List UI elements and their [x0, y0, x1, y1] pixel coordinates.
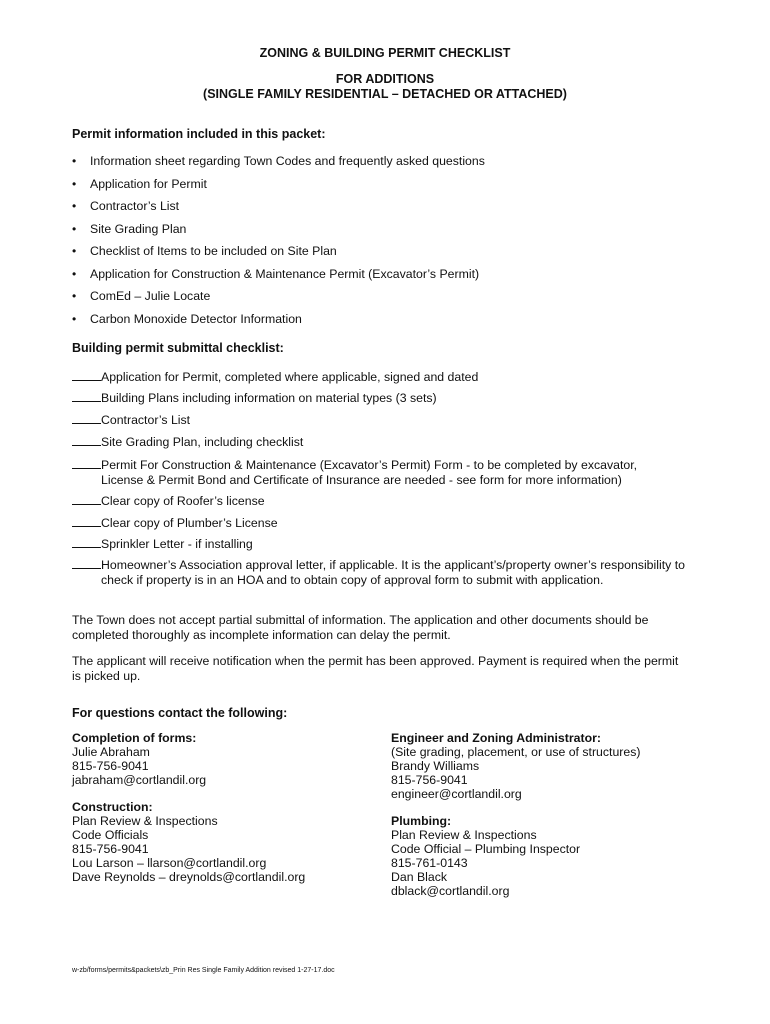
checklist-heading: Building permit submittal checklist:: [72, 341, 284, 355]
list-item: • Checklist of Items to be included on Site Plan: [72, 244, 485, 267]
contact-person[interactable]: Lou Larson – llarson@cortlandil.org: [72, 856, 267, 870]
contact-person[interactable]: Dave Reynolds – dreynolds@cortlandil.org: [72, 870, 306, 884]
notification-note: The applicant will receive notification when the permit has been approved. Payment is required when the permit is picked up.: [72, 654, 679, 683]
contact-email[interactable]: jabraham@cortlandil.org: [72, 773, 207, 787]
checklist-item: Application for Permit, completed where applicable, signed and dated: [72, 369, 712, 385]
contact-email[interactable]: dblack@cortlandil.org: [391, 884, 510, 898]
partial-submittal-note: The Town does not accept partial submittal of information. The application and other documents should be completed thoroughly as incomplete information can delay the permit.: [72, 613, 649, 642]
list-item: • Contractor’s List: [72, 199, 485, 222]
checkbox-blank-line[interactable]: [72, 493, 101, 505]
contact-engineer: Engineer and Zoning Administrator: (Site grading, placement, or use of structures) Brandy Williams 815-756-9041 engineer@cortlandil.org: [391, 731, 641, 801]
contact-label: Plumbing:: [391, 814, 452, 828]
contact-phone: 815-756-9041: [72, 759, 149, 773]
checkbox-blank-line[interactable]: [72, 434, 101, 446]
contact-phone: 815-756-9041: [391, 773, 468, 787]
checklist-item: Building Plans including information on material types (3 sets): [72, 390, 712, 406]
list-item: • Information sheet regarding Town Codes and frequently asked questions: [72, 154, 485, 177]
contact-name: Julie Abraham: [72, 745, 150, 759]
checklist-item: Permit For Construction & Maintenance (Excavator’s Permit) Form - to be completed by excavator, License & Permit Bond and Certificate of Insurance are needed - see form for more information): [72, 457, 712, 488]
checkbox-blank-line[interactable]: [72, 412, 101, 424]
checklist-item: Contractor’s List: [72, 412, 712, 428]
checkbox-blank-line[interactable]: [72, 369, 101, 381]
contact-plumbing: Plumbing: Plan Review & Inspections Code Official – Plumbing Inspector 815-761-0143 Dan Black dblack@cortlandil.org: [391, 814, 581, 898]
checkbox-blank-line[interactable]: [72, 390, 101, 402]
checklist-item: Site Grading Plan, including checklist: [72, 434, 712, 450]
contacts-heading: For questions contact the following:: [72, 706, 288, 720]
file-path-footer: w-zb/forms/permits&packets\zb_Prin Res Single Family Addition revised 1-27-17.doc: [72, 967, 335, 974]
checkbox-blank-line[interactable]: [72, 457, 101, 469]
packet-heading: Permit information included in this packet:: [72, 127, 326, 141]
checkbox-blank-line[interactable]: [72, 557, 101, 569]
checklist-item: Clear copy of Plumber’s License: [72, 515, 712, 531]
contact-phone: 815-756-9041: [72, 842, 149, 856]
contact-label: Engineer and Zoning Administrator:: [391, 731, 601, 745]
contact-forms: [72, 731, 206, 787]
checkbox-blank-line[interactable]: [72, 515, 101, 527]
subtitle-line-2: (SINGLE FAMILY RESIDENTIAL – DETACHED OR ATTACHED): [203, 87, 567, 101]
list-item: • ComEd – Julie Locate: [72, 289, 485, 312]
contact-name: Dan Black: [391, 870, 448, 884]
contact-name: Brandy Williams: [391, 759, 480, 773]
subtitle-line-1: FOR ADDITIONS: [335, 72, 435, 86]
contact-phone: 815-761-0143: [391, 856, 468, 870]
packet-list: [72, 154, 485, 334]
contact-label: Completion of forms:: [72, 731, 197, 745]
list-item: • Application for Construction & Maintenance Permit (Excavator’s Permit): [72, 267, 485, 290]
document-title: ZONING & BUILDING PERMIT CHECKLIST: [259, 46, 511, 60]
list-item: • Site Grading Plan: [72, 222, 485, 245]
checklist-item: Sprinkler Letter - if installing: [72, 536, 712, 552]
checkbox-blank-line[interactable]: [72, 536, 101, 548]
checklist-item: Clear copy of Roofer’s license: [72, 493, 712, 509]
checklist-item: Homeowner’s Association approval letter, if applicable. It is the applicant’s/property owner’s responsibility to check if property is in an HOA and to obtain copy of approval form to submit with application.: [72, 557, 712, 588]
contact-email[interactable]: engineer@cortlandil.org: [391, 787, 522, 801]
list-item: • Application for Permit: [72, 177, 485, 200]
contact-construction: Construction: Plan Review & Inspections Code Officials 815-756-9041 Lou Larson – llarson@cortlandil.org Dave Reynolds – dreynolds@cortlandil.org: [72, 800, 306, 884]
list-item: • Carbon Monoxide Detector Information: [72, 312, 485, 335]
document-subtitle: [0, 72, 770, 102]
contact-label: Construction:: [72, 800, 153, 814]
